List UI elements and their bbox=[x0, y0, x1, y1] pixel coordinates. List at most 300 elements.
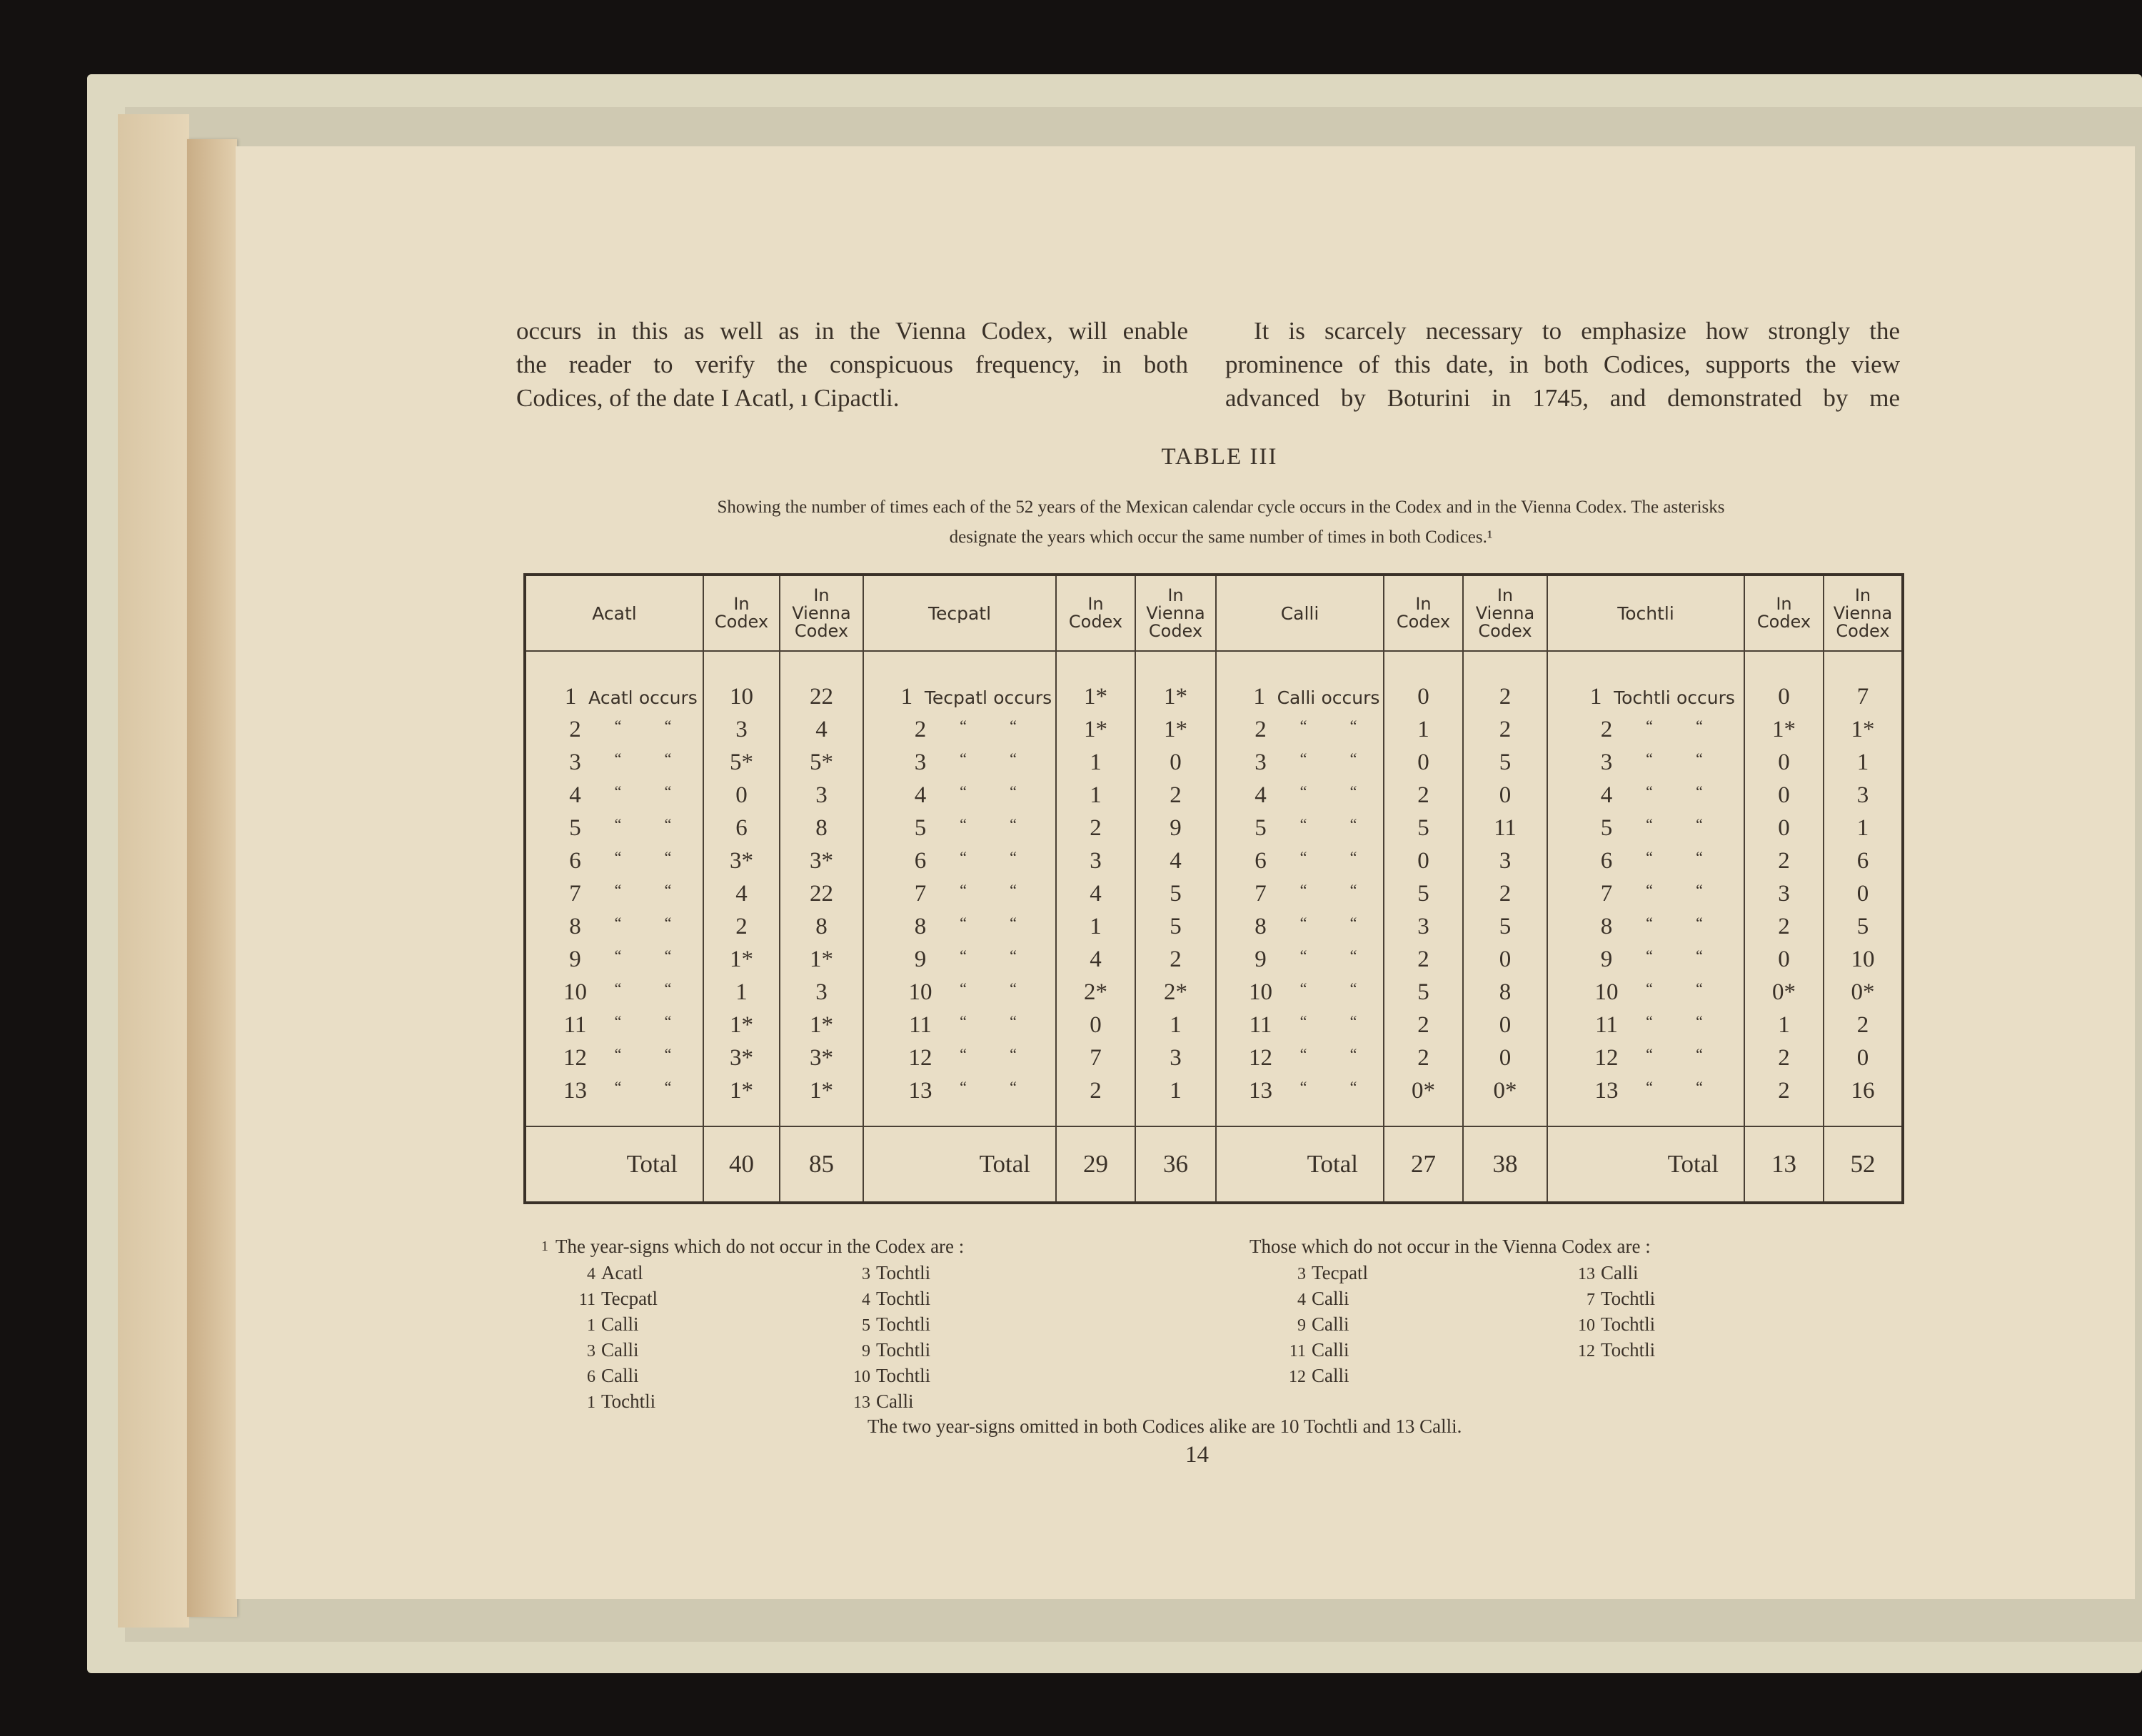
ditto-mark: “ bbox=[1646, 814, 1653, 833]
year-label bbox=[525, 943, 703, 976]
footnote-item bbox=[846, 1337, 930, 1364]
total-codex: 40 bbox=[703, 1126, 780, 1203]
year-label bbox=[1216, 812, 1384, 844]
ditto-mark: “ bbox=[614, 1077, 622, 1096]
year-number: 2 bbox=[1600, 716, 1613, 742]
year-sign-name: Tecpatl bbox=[924, 687, 987, 708]
in-codex-count: 0 bbox=[703, 779, 780, 812]
year-number: 8 bbox=[914, 913, 927, 939]
year-label bbox=[863, 844, 1056, 877]
year-number: 12 bbox=[1594, 1044, 1619, 1071]
ditto-mark: “ bbox=[1010, 979, 1017, 997]
text-line: Codices, of the date I Acatl, ı Cipactli. bbox=[516, 384, 900, 412]
year-number: 5 bbox=[914, 814, 927, 841]
ditto-mark: “ bbox=[614, 880, 622, 899]
ditto-mark: “ bbox=[1646, 782, 1653, 800]
year-sign-name: Tochtli bbox=[1614, 687, 1671, 708]
page-edge-flap bbox=[118, 114, 189, 1628]
ditto-mark: “ bbox=[1010, 716, 1017, 735]
ditto-mark: “ bbox=[614, 913, 622, 932]
ditto-mark: “ bbox=[960, 880, 967, 899]
in-codex-label: In Codex bbox=[714, 594, 769, 632]
in-codex-count: 3* bbox=[703, 1041, 780, 1074]
in-vienna-count: 4 bbox=[780, 713, 863, 746]
in-vienna-count: 0 bbox=[1463, 779, 1547, 812]
page-edge-flap bbox=[187, 139, 237, 1617]
in-vienna-count: 3 bbox=[1135, 1041, 1216, 1074]
footnote-both: The two year-signs omitted in both Codices alike are 10 Tochtli and 13 Calli. bbox=[868, 1415, 1462, 1437]
year-label bbox=[1547, 844, 1744, 877]
in-codex-count: 0* bbox=[1744, 976, 1824, 1009]
ditto-mark: “ bbox=[1299, 913, 1307, 932]
table-title: TABLE III bbox=[1161, 444, 1278, 470]
ditto-mark: “ bbox=[1349, 782, 1357, 800]
in-vienna-label: In Vienna Codex bbox=[1475, 585, 1535, 641]
year-number: 4 bbox=[914, 782, 927, 808]
year-label bbox=[1216, 877, 1384, 910]
footnote-item-number: 11 bbox=[578, 1291, 595, 1309]
in-vienna-count: 16 bbox=[1824, 1074, 1903, 1126]
year-number: 3 bbox=[914, 749, 927, 775]
year-number: 8 bbox=[1600, 913, 1613, 939]
year-number: 12 bbox=[563, 1044, 587, 1071]
year-number: 7 bbox=[1600, 880, 1613, 907]
ditto-mark: “ bbox=[1696, 946, 1703, 964]
year-number: 4 bbox=[1600, 782, 1613, 808]
ditto-mark: “ bbox=[1349, 1077, 1357, 1096]
year-number: 9 bbox=[1254, 946, 1267, 972]
footnote-item-sign: Tochtli bbox=[876, 1339, 931, 1361]
footnote-item bbox=[846, 1363, 930, 1390]
year-label bbox=[525, 976, 703, 1009]
in-codex-count: 1* bbox=[1744, 713, 1824, 746]
in-vienna-label: In Vienna Codex bbox=[792, 585, 851, 641]
ditto-mark: “ bbox=[1646, 946, 1653, 964]
footnote-item-number: 4 bbox=[587, 1265, 595, 1283]
table-row bbox=[525, 910, 1903, 943]
ditto-mark: “ bbox=[614, 946, 622, 964]
ditto-mark: “ bbox=[664, 749, 672, 767]
in-codex-count: 1* bbox=[703, 943, 780, 976]
year-number: 3 bbox=[569, 749, 581, 775]
in-codex-header bbox=[1056, 575, 1135, 651]
ditto-mark: “ bbox=[1010, 946, 1017, 964]
in-codex-count: 2 bbox=[1744, 844, 1824, 877]
year-number: 6 bbox=[1600, 847, 1613, 874]
year-label bbox=[863, 877, 1056, 910]
footnote-item-number: 5 bbox=[862, 1316, 870, 1335]
in-codex-count: 6 bbox=[703, 812, 780, 844]
total-label: Total bbox=[1547, 1126, 1744, 1203]
year-label bbox=[1547, 1041, 1744, 1074]
ditto-mark: “ bbox=[1696, 716, 1703, 735]
footnote-item bbox=[1282, 1311, 1349, 1338]
ditto-mark: “ bbox=[614, 979, 622, 997]
year-sign-table bbox=[523, 573, 1904, 1204]
ditto-mark: “ bbox=[1646, 749, 1653, 767]
in-codex-label: In Codex bbox=[1396, 594, 1451, 632]
ditto-mark: “ bbox=[664, 1011, 672, 1030]
in-codex-header bbox=[1384, 575, 1463, 651]
footnote-item-sign: Tochtli bbox=[876, 1313, 931, 1335]
in-vienna-count: 8 bbox=[780, 812, 863, 844]
group-header-calli: Calli bbox=[1216, 575, 1384, 651]
year-label bbox=[863, 943, 1056, 976]
total-vienna: 52 bbox=[1824, 1126, 1903, 1203]
footnote-item-sign: Acatl bbox=[601, 1262, 643, 1283]
total-vienna: 38 bbox=[1463, 1126, 1547, 1203]
ditto-mark: “ bbox=[664, 946, 672, 964]
total-vienna: 85 bbox=[780, 1126, 863, 1203]
year-number: 2 bbox=[1254, 716, 1267, 742]
text-line: It is scarcely necessary to emphasize how strongly the bbox=[1254, 317, 1900, 345]
right-paragraph bbox=[1225, 314, 1900, 415]
footnote-item-sign: Tecpatl bbox=[1312, 1262, 1369, 1283]
year-label bbox=[1547, 746, 1744, 779]
total-codex: 29 bbox=[1056, 1126, 1135, 1203]
year-number: 10 bbox=[1249, 979, 1272, 1005]
text-line: prominence of this date, in both Codices, supports the view bbox=[1225, 350, 1900, 378]
year-label bbox=[1216, 779, 1384, 812]
year-number: 1 bbox=[564, 683, 577, 710]
footnote-item bbox=[571, 1260, 643, 1287]
in-codex-count: 2 bbox=[1384, 779, 1463, 812]
group-header-tecpatl: Tecpatl bbox=[863, 575, 1056, 651]
in-vienna-count: 10 bbox=[1824, 943, 1903, 976]
in-codex-count: 1 bbox=[1056, 910, 1135, 943]
year-label bbox=[1547, 976, 1744, 1009]
year-sign-name: Calli bbox=[1277, 687, 1316, 708]
footnote-item-number: 4 bbox=[862, 1291, 870, 1309]
ditto-mark: “ bbox=[664, 1077, 672, 1096]
year-label bbox=[863, 812, 1056, 844]
in-vienna-count: 3 bbox=[780, 976, 863, 1009]
in-codex-count: 5 bbox=[1384, 976, 1463, 1009]
in-vienna-count: 8 bbox=[1463, 976, 1547, 1009]
in-vienna-count: 2 bbox=[1135, 943, 1216, 976]
ditto-mark: “ bbox=[1696, 979, 1703, 997]
ditto-mark: “ bbox=[1299, 749, 1307, 767]
ditto-mark: “ bbox=[1646, 880, 1653, 899]
year-number: 3 bbox=[1254, 749, 1267, 775]
ditto-mark: “ bbox=[664, 814, 672, 833]
year-label bbox=[525, 713, 703, 746]
in-codex-count: 0* bbox=[1384, 1074, 1463, 1126]
year-number: 5 bbox=[1254, 814, 1267, 841]
total-codex: 27 bbox=[1384, 1126, 1463, 1203]
ditto-mark: “ bbox=[960, 716, 967, 735]
footnote-item bbox=[1571, 1286, 1655, 1313]
year-label bbox=[1547, 713, 1744, 746]
table-header-row bbox=[525, 575, 1903, 651]
ditto-mark: “ bbox=[1646, 847, 1653, 866]
ditto-mark: “ bbox=[960, 946, 967, 964]
footnote-item-number: 10 bbox=[1578, 1316, 1595, 1335]
text-line: occurs in this as well as in the Vienna Codex, will enable bbox=[516, 317, 1188, 345]
footnote-item-number: 6 bbox=[587, 1368, 595, 1386]
in-vienna-codex-header bbox=[1824, 575, 1903, 651]
year-label bbox=[525, 910, 703, 943]
in-vienna-count: 1* bbox=[780, 1009, 863, 1041]
in-vienna-count: 7 bbox=[1824, 651, 1903, 713]
ditto-mark: “ bbox=[960, 814, 967, 833]
footnote-item-number: 9 bbox=[1297, 1316, 1306, 1335]
footnote-item bbox=[571, 1337, 639, 1364]
year-number: 13 bbox=[908, 1077, 932, 1104]
year-label bbox=[1547, 651, 1744, 713]
total-vienna: 36 bbox=[1135, 1126, 1216, 1203]
year-number: 13 bbox=[563, 1077, 587, 1104]
year-number: 2 bbox=[914, 716, 927, 742]
year-label bbox=[1547, 812, 1744, 844]
group-header-acatl: Acatl bbox=[525, 575, 703, 651]
footnote-item-sign: Tochtli bbox=[876, 1262, 931, 1283]
in-codex-count: 1 bbox=[703, 976, 780, 1009]
footnote-item-sign: Calli bbox=[601, 1339, 639, 1361]
in-codex-count: 3* bbox=[703, 844, 780, 877]
ditto-mark: “ bbox=[614, 814, 622, 833]
in-codex-count: 3 bbox=[1384, 910, 1463, 943]
year-number: 1 bbox=[1253, 683, 1265, 710]
in-vienna-count: 1 bbox=[1824, 812, 1903, 844]
in-vienna-count: 1* bbox=[1135, 713, 1216, 746]
year-label bbox=[1216, 651, 1384, 713]
in-codex-count: 2 bbox=[1384, 1041, 1463, 1074]
footnote-item-number: 3 bbox=[862, 1265, 870, 1283]
year-label bbox=[1547, 943, 1744, 976]
in-codex-count: 3 bbox=[1056, 844, 1135, 877]
ditto-mark: “ bbox=[1646, 1044, 1653, 1063]
in-codex-count: 2 bbox=[1744, 1074, 1824, 1126]
in-codex-count: 1 bbox=[1384, 713, 1463, 746]
footnote-item-number: 3 bbox=[587, 1342, 595, 1361]
ditto-mark: “ bbox=[1696, 913, 1703, 932]
in-codex-count: 3 bbox=[703, 713, 780, 746]
year-label bbox=[863, 746, 1056, 779]
ditto-mark: “ bbox=[614, 1011, 622, 1030]
footnote-item-number: 12 bbox=[1289, 1368, 1306, 1386]
in-vienna-count: 6 bbox=[1824, 844, 1903, 877]
footnote-item-number: 10 bbox=[853, 1368, 870, 1386]
in-codex-count: 2 bbox=[1056, 1074, 1135, 1126]
table-row bbox=[525, 1074, 1903, 1126]
in-codex-count: 1* bbox=[1056, 651, 1135, 713]
ditto-mark: “ bbox=[1696, 1077, 1703, 1096]
in-vienna-count: 5 bbox=[1463, 910, 1547, 943]
ditto-mark: “ bbox=[1696, 880, 1703, 899]
year-label bbox=[1547, 1074, 1744, 1126]
year-number: 11 bbox=[1595, 1011, 1618, 1038]
footnote-item-sign: Calli bbox=[1312, 1288, 1349, 1309]
in-codex-count: 1 bbox=[1056, 746, 1135, 779]
in-vienna-count: 1 bbox=[1135, 1009, 1216, 1041]
ditto-mark: “ bbox=[1010, 782, 1017, 800]
year-number: 9 bbox=[1600, 946, 1613, 972]
in-codex-count: 0 bbox=[1384, 746, 1463, 779]
ditto-mark: “ bbox=[614, 1044, 622, 1063]
footnote-item bbox=[1282, 1337, 1349, 1364]
footnote-item-sign: Tochtli bbox=[876, 1365, 931, 1386]
text-line: the reader to verify the conspicuous frequency, in both bbox=[516, 350, 1188, 378]
footnote-item bbox=[1282, 1363, 1349, 1390]
in-vienna-count: 5 bbox=[1824, 910, 1903, 943]
year-number: 6 bbox=[569, 847, 581, 874]
footnote-item-sign: Calli bbox=[1601, 1262, 1639, 1283]
year-label bbox=[1547, 910, 1744, 943]
table-row bbox=[525, 1041, 1903, 1074]
ditto-mark: “ bbox=[960, 1011, 967, 1030]
ditto-mark: “ bbox=[960, 1044, 967, 1063]
ditto-mark: “ bbox=[1010, 814, 1017, 833]
year-label bbox=[1547, 1009, 1744, 1041]
table-row bbox=[525, 812, 1903, 844]
ditto-mark: “ bbox=[1299, 979, 1307, 997]
occurs-label: occurs bbox=[1321, 687, 1380, 708]
in-vienna-count: 2 bbox=[1463, 651, 1547, 713]
footnote-item bbox=[1571, 1311, 1655, 1338]
year-label bbox=[1216, 910, 1384, 943]
in-codex-count: 0 bbox=[1056, 1009, 1135, 1041]
in-codex-count: 0 bbox=[1744, 812, 1824, 844]
ditto-mark: “ bbox=[1299, 1077, 1307, 1096]
in-vienna-count: 22 bbox=[780, 877, 863, 910]
in-codex-count: 3 bbox=[1744, 877, 1824, 910]
occurs-label: occurs bbox=[638, 687, 698, 708]
year-number: 1 bbox=[1589, 683, 1602, 710]
in-codex-count: 0 bbox=[1744, 746, 1824, 779]
in-codex-count: 2 bbox=[1056, 812, 1135, 844]
table-row bbox=[525, 746, 1903, 779]
in-vienna-count: 0 bbox=[1463, 1041, 1547, 1074]
footnote-item-number: 7 bbox=[1587, 1291, 1595, 1309]
in-vienna-count: 2 bbox=[1135, 779, 1216, 812]
footnote-item-sign: Tochtli bbox=[1601, 1288, 1656, 1309]
year-number: 11 bbox=[1249, 1011, 1272, 1038]
table-row bbox=[525, 713, 1903, 746]
in-vienna-count: 0 bbox=[1463, 943, 1547, 976]
in-vienna-count: 1 bbox=[1135, 1074, 1216, 1126]
footnote-item-number: 13 bbox=[853, 1393, 870, 1412]
footnote-item-sign: Calli bbox=[601, 1313, 639, 1335]
ditto-mark: “ bbox=[664, 1044, 672, 1063]
ditto-mark: “ bbox=[960, 913, 967, 932]
in-vienna-count: 2 bbox=[1463, 877, 1547, 910]
ditto-mark: “ bbox=[1299, 716, 1307, 735]
in-codex-count: 5 bbox=[1384, 877, 1463, 910]
year-label bbox=[863, 779, 1056, 812]
text-line: advanced by Boturini in 1745, and demonstrated by me bbox=[1225, 384, 1900, 412]
in-codex-count: 5 bbox=[1384, 812, 1463, 844]
ditto-mark: “ bbox=[1010, 1044, 1017, 1063]
in-codex-label: In Codex bbox=[1756, 594, 1811, 632]
in-vienna-label: In Vienna Codex bbox=[1146, 585, 1205, 641]
ditto-mark: “ bbox=[1646, 913, 1653, 932]
in-vienna-count: 0 bbox=[1135, 746, 1216, 779]
occurs-label: occurs bbox=[1676, 687, 1735, 708]
ditto-mark: “ bbox=[1696, 847, 1703, 866]
year-number: 11 bbox=[563, 1011, 587, 1038]
footnote-item-number: 13 bbox=[1578, 1265, 1595, 1283]
in-vienna-count: 8 bbox=[780, 910, 863, 943]
ditto-mark: “ bbox=[1299, 847, 1307, 866]
year-label bbox=[1216, 976, 1384, 1009]
ditto-mark: “ bbox=[1299, 1044, 1307, 1063]
in-vienna-count: 2 bbox=[1824, 1009, 1903, 1041]
in-vienna-codex-header bbox=[1135, 575, 1216, 651]
ditto-mark: “ bbox=[1349, 946, 1357, 964]
in-vienna-count: 0* bbox=[1463, 1074, 1547, 1126]
in-vienna-codex-header bbox=[1463, 575, 1547, 651]
in-codex-count: 2 bbox=[1384, 943, 1463, 976]
in-vienna-count: 2* bbox=[1135, 976, 1216, 1009]
ditto-mark: “ bbox=[664, 979, 672, 997]
year-label bbox=[863, 713, 1056, 746]
footnote-item bbox=[571, 1286, 658, 1313]
table-caption bbox=[543, 493, 1899, 552]
year-number: 10 bbox=[1594, 979, 1619, 1005]
ditto-mark: “ bbox=[1349, 814, 1357, 833]
in-codex-header bbox=[703, 575, 780, 651]
ditto-mark: “ bbox=[1299, 814, 1307, 833]
footnote-item-sign: Calli bbox=[876, 1391, 914, 1412]
ditto-mark: “ bbox=[1696, 814, 1703, 833]
year-label bbox=[863, 1009, 1056, 1041]
footnote-left-heading: The year-signs which do not occur in the Codex are : bbox=[555, 1236, 965, 1257]
in-codex-count: 2* bbox=[1056, 976, 1135, 1009]
in-vienna-count: 5 bbox=[1135, 910, 1216, 943]
ditto-mark: “ bbox=[1646, 1011, 1653, 1030]
group-header-tochtli: Tochtli bbox=[1547, 575, 1744, 651]
page-number: 14 bbox=[1185, 1442, 1209, 1468]
footnote-item-sign: Calli bbox=[601, 1365, 639, 1386]
year-number: 1 bbox=[900, 683, 913, 710]
in-codex-count: 4 bbox=[1056, 943, 1135, 976]
table-row bbox=[525, 779, 1903, 812]
footnote-item-sign: Tochtli bbox=[601, 1391, 656, 1412]
in-vienna-count: 5 bbox=[1135, 877, 1216, 910]
ditto-mark: “ bbox=[664, 716, 672, 735]
ditto-mark: “ bbox=[614, 716, 622, 735]
table-row bbox=[525, 943, 1903, 976]
footnote-marker: 1 bbox=[541, 1238, 548, 1254]
year-label bbox=[1216, 1074, 1384, 1126]
ditto-mark: “ bbox=[1349, 1044, 1357, 1063]
year-number: 10 bbox=[563, 979, 587, 1005]
in-vienna-label: In Vienna Codex bbox=[1833, 585, 1893, 641]
ditto-mark: “ bbox=[960, 749, 967, 767]
ditto-mark: “ bbox=[1349, 716, 1357, 735]
ditto-mark: “ bbox=[1010, 749, 1017, 767]
in-codex-count: 1 bbox=[1056, 779, 1135, 812]
year-number: 13 bbox=[1594, 1077, 1619, 1104]
ditto-mark: “ bbox=[1299, 946, 1307, 964]
year-number: 5 bbox=[569, 814, 581, 841]
year-number: 3 bbox=[1600, 749, 1613, 775]
ditto-mark: “ bbox=[960, 782, 967, 800]
caption-line: designate the years which occur the same number of times in both Codices.¹ bbox=[949, 528, 1493, 547]
footnote-item-number: 11 bbox=[1289, 1342, 1306, 1361]
footnote-right-heading: Those which do not occur in the Vienna Codex are : bbox=[1250, 1236, 1651, 1257]
in-vienna-count: 3 bbox=[1463, 844, 1547, 877]
in-vienna-count: 3 bbox=[780, 779, 863, 812]
footnote-item bbox=[571, 1311, 639, 1338]
caption-line: Showing the number of times each of the 52 years of the Mexican calendar cycle occurs in the Codex and in the Vienna Codex. The asterisks bbox=[717, 498, 1725, 517]
year-number: 9 bbox=[914, 946, 927, 972]
year-label bbox=[863, 910, 1056, 943]
year-sign-name: Acatl bbox=[588, 687, 633, 708]
year-number: 12 bbox=[1249, 1044, 1272, 1071]
year-number: 10 bbox=[908, 979, 932, 1005]
